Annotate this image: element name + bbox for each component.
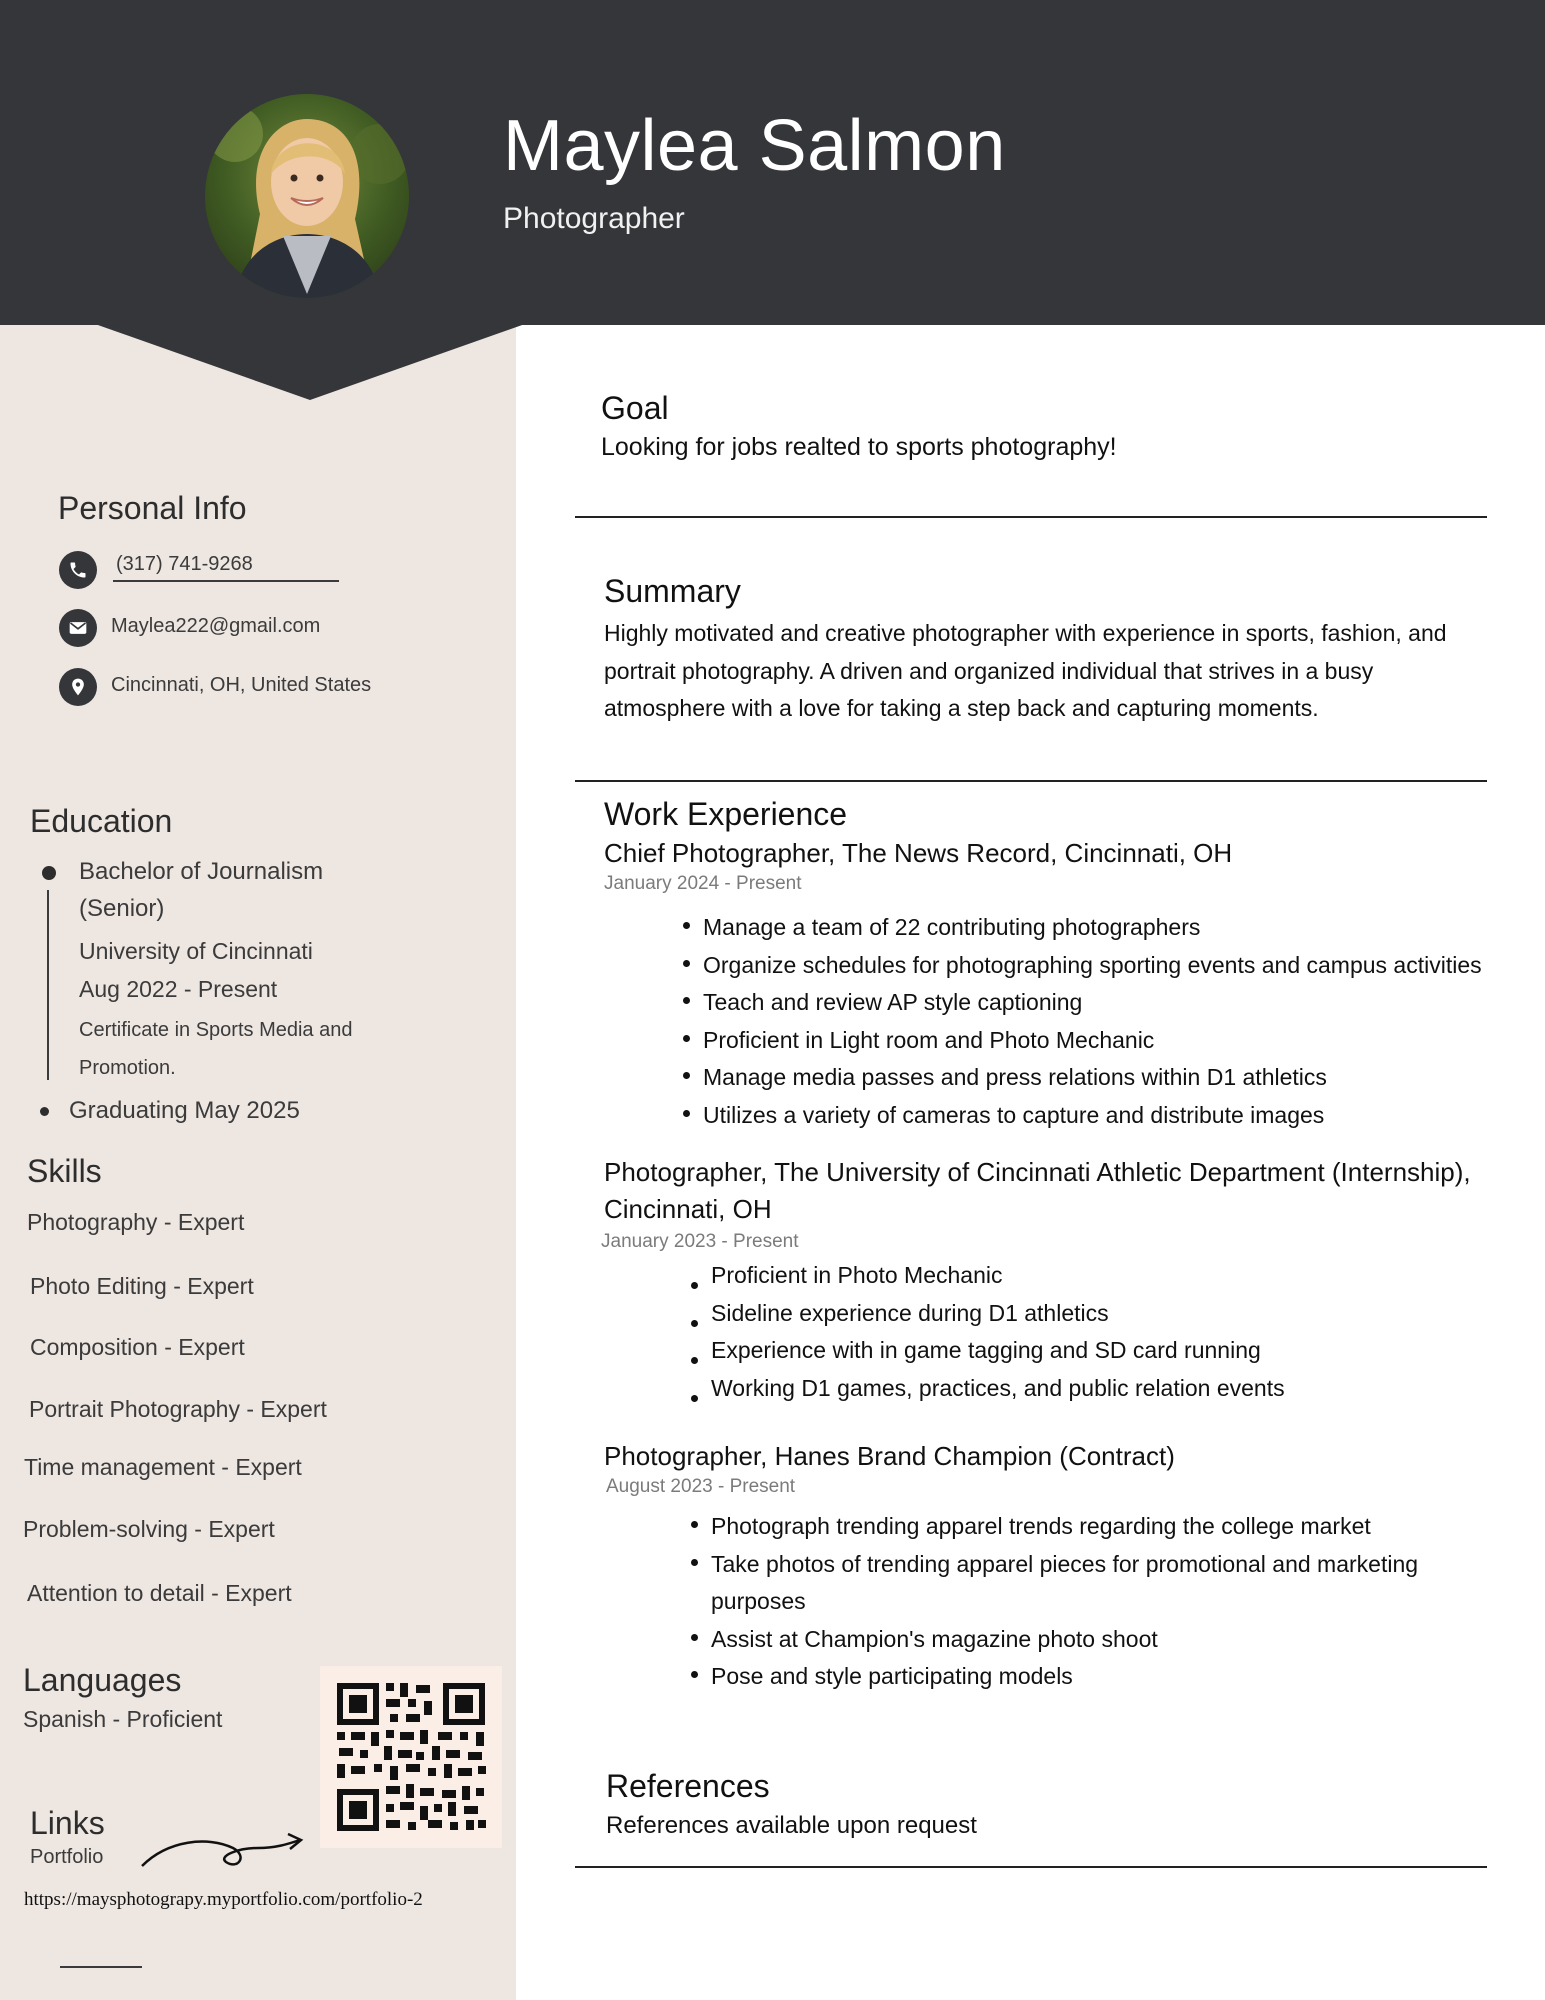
- candidate-title: Photographer: [503, 202, 685, 235]
- education-certificate-line2: Promotion.: [79, 1057, 176, 1079]
- profile-photo: [205, 94, 409, 298]
- education-heading: Education: [30, 803, 173, 839]
- phone-underline: [113, 580, 339, 582]
- job-bullet: Sideline experience during D1 athletics: [711, 1300, 1285, 1338]
- personal-info-heading: Personal Info: [58, 490, 247, 526]
- job-bullet: Photograph trending apparel trends regarding the college market: [711, 1513, 1418, 1551]
- job-bullet: Pose and style participating models: [711, 1663, 1418, 1701]
- education-school: University of Cincinnati: [79, 938, 313, 964]
- profile-photo-illustration: [205, 94, 409, 298]
- job-bullet: Take photos of trending apparel pieces for promotional and marketing: [711, 1551, 1418, 1589]
- job-bullet: Manage media passes and press relations within D1 athletics: [703, 1064, 1482, 1102]
- candidate-name: Maylea Salmon: [503, 106, 1006, 186]
- skill-item: Time management - Expert: [24, 1454, 302, 1480]
- sidebar-footer-rule: [60, 1966, 142, 1968]
- references-heading: References: [606, 1768, 770, 1804]
- job-bullet: Utilizes a variety of cameras to capture and distribute images: [703, 1102, 1482, 1140]
- references-divider: [575, 1866, 1487, 1868]
- education-graduating: Graduating May 2025: [69, 1097, 300, 1124]
- location-text: Cincinnati, OH, United States: [111, 674, 372, 696]
- skill-item: Composition - Expert: [30, 1334, 245, 1360]
- arrow-to-qr-icon: [138, 1826, 308, 1882]
- goal-divider: [575, 516, 1487, 518]
- phone-number[interactable]: (317) 741-9268: [116, 553, 253, 575]
- header-chevron: [95, 324, 525, 400]
- email-icon: [59, 609, 97, 647]
- links-heading: Links: [30, 1805, 105, 1841]
- skill-item: Photography - Expert: [27, 1209, 245, 1235]
- job-bullets: [703, 914, 1482, 1140]
- job-bullet: Experience with in game tagging and SD card running: [711, 1337, 1285, 1375]
- job-bullet: Proficient in Light room and Photo Mechanic: [703, 1027, 1482, 1065]
- skill-item: Portrait Photography - Expert: [29, 1396, 327, 1422]
- job-dates: January 2024 - Present: [604, 873, 802, 894]
- skill-item: Problem-solving - Expert: [23, 1516, 275, 1542]
- graduating-bullet: [40, 1107, 49, 1116]
- job-title-line2: Cincinnati, OH: [604, 1194, 772, 1224]
- job-bullet-continuation: purposes: [711, 1588, 806, 1615]
- education-certificate-line1: Certificate in Sports Media and: [79, 1019, 353, 1041]
- phone-icon: [59, 551, 97, 589]
- location-icon: [59, 668, 97, 706]
- job-bullet: Manage a team of 22 contributing photographers: [703, 914, 1482, 952]
- language-item: Spanish - Proficient: [23, 1706, 223, 1732]
- job-bullets: [711, 1513, 1418, 1701]
- skill-item: Attention to detail - Expert: [27, 1580, 292, 1606]
- goal-heading: Goal: [601, 390, 669, 426]
- qr-code-graphic: [320, 1666, 502, 1848]
- email-address[interactable]: Maylea222@gmail.com: [111, 615, 321, 637]
- job-bullet: Working D1 games, practices, and public relation events: [711, 1375, 1285, 1413]
- job-bullet: Proficient in Photo Mechanic: [711, 1262, 1285, 1300]
- summary-heading: Summary: [604, 573, 741, 609]
- job-bullet: Organize schedules for photographing sporting events and campus activities: [703, 952, 1482, 990]
- portfolio-label: Portfolio: [30, 1846, 104, 1868]
- job-dates: January 2023 - Present: [601, 1231, 799, 1252]
- job-bullet: Teach and review AP style captioning: [703, 989, 1482, 1027]
- summary-divider: [575, 780, 1487, 782]
- job-title: Chief Photographer, The News Record, Cincinnati, OH: [604, 838, 1233, 868]
- summary-text: Highly motivated and creative photographer with experience in sports, fashion, and portrait photography. A driven and organized individual that strives in a busy atmosphere with a love for taking a step back and capturing moments.: [604, 620, 1447, 721]
- education-bullet: [42, 866, 56, 880]
- job-bullet: Assist at Champion's magazine photo shoot: [711, 1626, 1418, 1664]
- goal-text: Looking for jobs realted to sports photography!: [601, 433, 1117, 461]
- education-degree-line1: Bachelor of Journalism: [79, 858, 324, 885]
- languages-heading: Languages: [23, 1662, 182, 1698]
- job-bullets: [711, 1262, 1285, 1412]
- portfolio-qr-code[interactable]: [320, 1666, 502, 1848]
- references-text: References available upon request: [606, 1812, 977, 1839]
- education-degree-line2: (Senior): [79, 895, 165, 922]
- email-glyph: [68, 618, 88, 638]
- job-title: Photographer, Hanes Brand Champion (Contract): [604, 1441, 1175, 1471]
- job-dates: August 2023 - Present: [606, 1476, 796, 1497]
- skills-heading: Skills: [27, 1153, 102, 1189]
- portfolio-url[interactable]: https://maysphotograpy.myportfolio.com/portfolio-2: [24, 1889, 423, 1910]
- skill-item: Photo Editing - Expert: [30, 1273, 254, 1299]
- job-title-line1: Photographer, The University of Cincinnati Athletic Department (Internship),: [604, 1157, 1471, 1187]
- location-glyph: [68, 677, 88, 697]
- work-heading: Work Experience: [604, 796, 848, 832]
- education-dates: Aug 2022 - Present: [79, 976, 278, 1002]
- education-timeline-line: [47, 890, 49, 1080]
- phone-glyph: [68, 560, 88, 580]
